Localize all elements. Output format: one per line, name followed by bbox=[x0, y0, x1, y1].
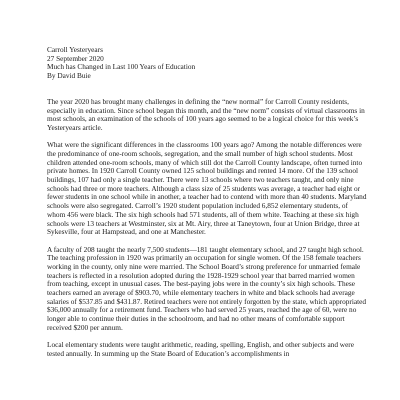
article-date: 27 September 2020 bbox=[47, 53, 104, 63]
paragraph-intro: The year 2020 has brought many challenges in defining the “new normal” for Carroll County residents, especially in education. Since school began this month, and the “new norm” consists of virtual classrooms in most schools, an examination of the schools of 100 years ago seemed to be a logical choice for this week’s Yesteryears article. bbox=[47, 96, 365, 132]
paragraph-faculty: A faculty of 208 taught the nearly 7,500 students—181 taught elementary school, and 27 taught high school. The teaching profession in 1920 was primarily an occupation for single women. Of the 158 female teachers working in the county, only nine were married. The School Board’s strong preference for unmarried female teachers is reflected in a resolution adopted during the 1928-1929 school year that barred married women from teaching, except in unusual cases. The best-paying jobs were in the county’s six high schools. These teachers earned an average of $903.70, while elementary teachers in white and black schools had average salaries of $537.85 and $431.87. Retired teachers were not entirely forgotten by the state, which appropriated $36,000 annually for a retirement fund. Teachers who had served 25 years, reached the age of 60, were no longer able to continue their duties in the schoolroom, and had no other means of comfortable support received $200 per annum. bbox=[47, 244, 367, 332]
article-header bbox=[47, 46, 367, 81]
paragraph-differences: What were the significant differences in the classrooms 100 years ago? Among the notable differences were the predominance of one-room schools, segregation, and the small number of high school students. Most children attended one-room schools, many of which still dot the Carroll County landscape, often turned into private homes. In 1920 Carroll County owned 125 school buildings and rented 14 more. Of the 139 school buildings, 107 had only a single teacher. There were 13 schools where two teachers taught, and only nine schools had three or more teachers. Although a class size of 25 students was average, a teacher had eight or fewer students in one school while in another, a teacher had to contend with more than 40 students. Maryland schools were also segregated. Carroll’s 1920 student population included 6,852 elementary students, of whom 456 were black. The six high schools had 571 students, all of them white. Teaching at these six high schools were 13 teachers at Westminster, six at Mt. Airy, three at Taneytown, four at Union Bridge, three at Sykesville, four at Hampstead, and one at Manchester. bbox=[47, 140, 367, 237]
document-page bbox=[47, 46, 367, 367]
article-body bbox=[47, 98, 367, 359]
article-title: Much has Changed in Last 100 Years of Education bbox=[47, 62, 196, 72]
publication-name: Carroll Yesteryears bbox=[47, 45, 103, 54]
paragraph-curriculum: Local elementary students were taught arithmetic, reading, spelling, English, and other subjects and were tested annually. In summing up the State Board of Education’s accomplishments in bbox=[47, 340, 354, 358]
article-byline: By David Buie bbox=[47, 71, 91, 81]
